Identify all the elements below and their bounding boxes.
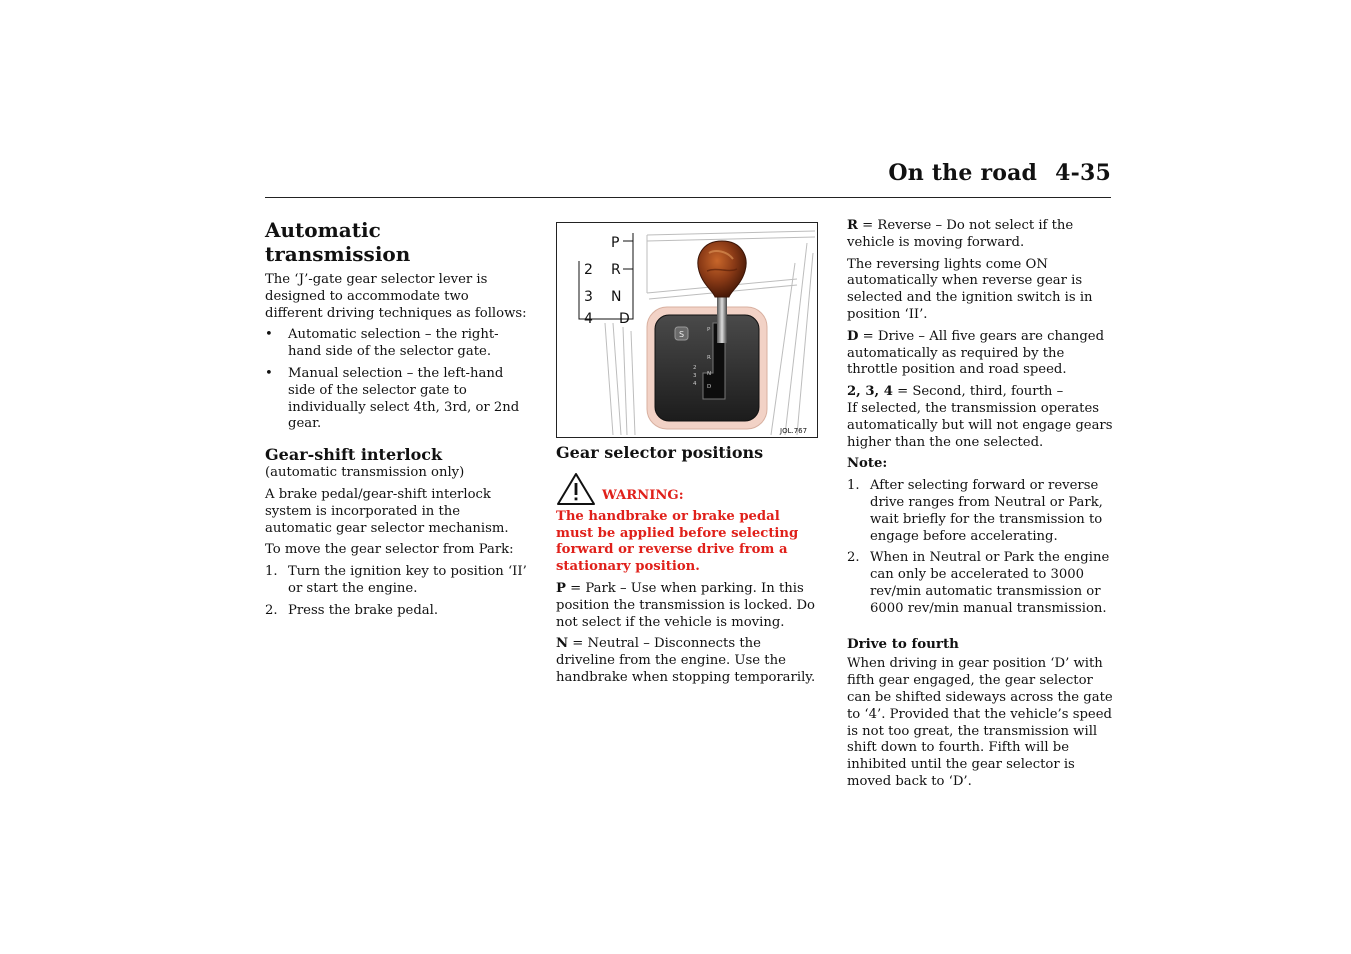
warning-header <box>556 472 818 506</box>
neutral-paragraph: N = Neutral – Disconnects the driveline from the engine. Use the handbrake when stopping temporarily. <box>556 636 816 685</box>
list-item: • Manual selection – the left-hand side of the selector gate to individually select 4th, 3rd, or 2nd gear. <box>265 365 520 432</box>
heading-automatic-transmission: Automatic transmission <box>265 218 411 266</box>
list-item: 1. After selecting forward or reverse drive ranges from Neutral or Park, wait briefly for the transmission to engage before accelerating. <box>847 478 1103 544</box>
gate-label-3: 3 <box>584 289 593 305</box>
selection-list <box>265 327 530 433</box>
gears-paragraph: 2, 3, 4 = Second, third, fourth – If selected, the transmission operates automatically but will not engage gears higher than the one selected. <box>847 384 1113 450</box>
gate-label-N: N <box>611 289 622 305</box>
figure-code: JOL.767 <box>780 427 808 435</box>
svg-text:4: 4 <box>693 381 697 387</box>
interlock-note: (automatic transmission only) <box>265 465 465 481</box>
gate-label-R: R <box>611 262 621 278</box>
move-paragraph: To move the gear selector from Park: <box>265 542 514 558</box>
steps-list <box>265 564 530 619</box>
intro-paragraph: The ‘J’-gate gear selector lever is designed to accommodate two different driving techniques as follows: <box>265 272 527 321</box>
note-heading: Note: <box>847 456 888 472</box>
gate-label-4: 4 <box>584 311 593 327</box>
interlock-paragraph: A brake pedal/gear-shift interlock system is incorporated in the automatic gear selector mechanism. <box>265 486 509 536</box>
gate-label-D: D <box>619 311 630 327</box>
reverse-paragraph: R = Reverse – Do not select if the vehicle is moving forward. <box>847 218 1074 250</box>
column-left <box>265 218 530 625</box>
list-item: • Automatic selection – the right-hand side of the selector gate. <box>265 327 499 360</box>
warning-text: The handbrake or brake pedal must be applied before selecting forward or reverse drive from a stationary position. <box>556 508 799 575</box>
column-middle <box>556 218 818 692</box>
list-item: 2. When in Neutral or Park the engine can only be accelerated to 3000 rev/min automatic transmission or 6000 rev/min manual transmission. <box>847 550 1110 616</box>
gate-label-P: P <box>611 235 620 251</box>
warning-triangle-icon <box>556 472 596 506</box>
list-item: 2. Press the brake pedal. <box>265 602 439 618</box>
gear-selector-figure <box>556 222 818 438</box>
drive-to-fourth-paragraph: When driving in gear position ‘D’ with fifth gear engaged, the gear selector can be shifted sideways across the gate to ‘4’. Provided that the vehicle’s speed is not too great, the transmission will shift down to fourth. Fifth will be inhibited until the gear selector is moved back to ‘D’. <box>847 656 1113 789</box>
svg-text:3: 3 <box>693 373 697 379</box>
heading-drive-to-fourth: Drive to fourth <box>847 635 959 652</box>
heading-gear-shift-interlock: Gear-shift interlock <box>265 445 443 465</box>
list-item: 1. Turn the ignition key to position ‘II’ or start the engine. <box>265 564 527 596</box>
notes-list <box>847 478 1115 617</box>
svg-text:2: 2 <box>693 365 697 371</box>
gate-label-2: 2 <box>584 262 593 278</box>
warning-label: WARNING: <box>602 488 684 503</box>
column-right <box>847 218 1115 796</box>
page-title <box>888 160 1111 186</box>
svg-text:R: R <box>707 355 711 361</box>
svg-text:P: P <box>707 327 711 333</box>
bullet-icon: • <box>265 365 273 381</box>
page-header <box>265 158 1111 198</box>
bullet-icon: • <box>265 327 273 343</box>
section-title: On the road <box>888 160 1038 186</box>
reversing-lights-paragraph: The reversing lights come ON automatically when reverse gear is selected and the ignition switch is in position ‘II’. <box>847 256 1093 322</box>
figure-caption: Gear selector positions <box>556 443 764 462</box>
svg-text:D: D <box>707 384 712 390</box>
park-paragraph: P = Park – Use when parking. In this position the transmission is locked. Do not select if the vehicle is moving. <box>556 580 815 630</box>
svg-text:N: N <box>707 371 712 377</box>
page-number: 4-35 <box>1055 160 1111 186</box>
svg-text:S: S <box>678 330 685 339</box>
drive-paragraph: D = Drive – All five gears are changed automatically as required by the throttle position and road speed. <box>847 328 1105 378</box>
gear-selector-illustration <box>557 223 817 437</box>
